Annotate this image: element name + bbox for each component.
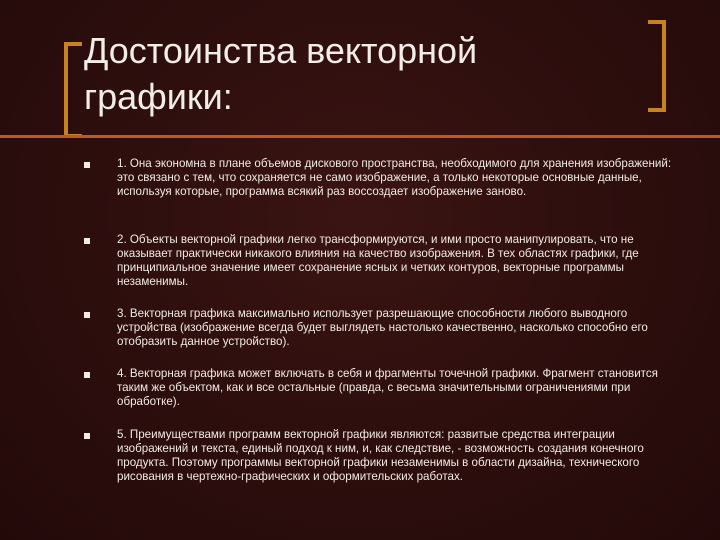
title-divider [0, 135, 720, 138]
right-bracket-decoration [648, 20, 666, 112]
bullet-text: 3. Векторная графика максимально использует разрешающие способности любого выводного устройства (изображение всегда будет выглядеть настолько качественно, насколько способно его отобразить данное устройство). [117, 307, 648, 348]
square-bullet-icon [84, 433, 90, 439]
square-bullet-icon [84, 238, 90, 244]
bullet-text: 1. Она экономна в плане объемов дискового пространства, необходимого для хранения изображений: это связано с тем, что сохраняется не само изображение, а только некоторые основные данные, используя которые, программа всякий раз воссоздает изображение заново. [117, 157, 672, 198]
slide-title: Достоинства векторной графики: [84, 30, 478, 117]
square-bullet-icon [84, 372, 90, 378]
bullet-text: 2. Объекты векторной графики легко трансформируются, и ими просто манипулировать, что не оказывает практически никакого влияния на качество изображения. В тех областях графики, где принципиальное значение имеет сохранение ясных и четких контуров, векторные программы незаменимы. [117, 233, 639, 288]
left-bracket-decoration [64, 42, 82, 138]
bullet-text: 4. Векторная графика может включать в себя и фрагменты точечной графики. Фрагмент становится таким же объектом, как и все остальные (правда, с весьма значительными ограничениями при обработке). [117, 367, 658, 408]
square-bullet-icon [84, 312, 90, 318]
square-bullet-icon [84, 162, 90, 168]
bullet-text: 5. Преимуществами программ векторной графики являются: развитые средства интеграции изображений и текста, единый подход к ним, и, как следствие, - возможность создания конечного продукта. Поэтому программы векторной графики незаменимы в области дизайна, технического рисования в чертежно-графических и оформительских работах. [117, 428, 644, 483]
